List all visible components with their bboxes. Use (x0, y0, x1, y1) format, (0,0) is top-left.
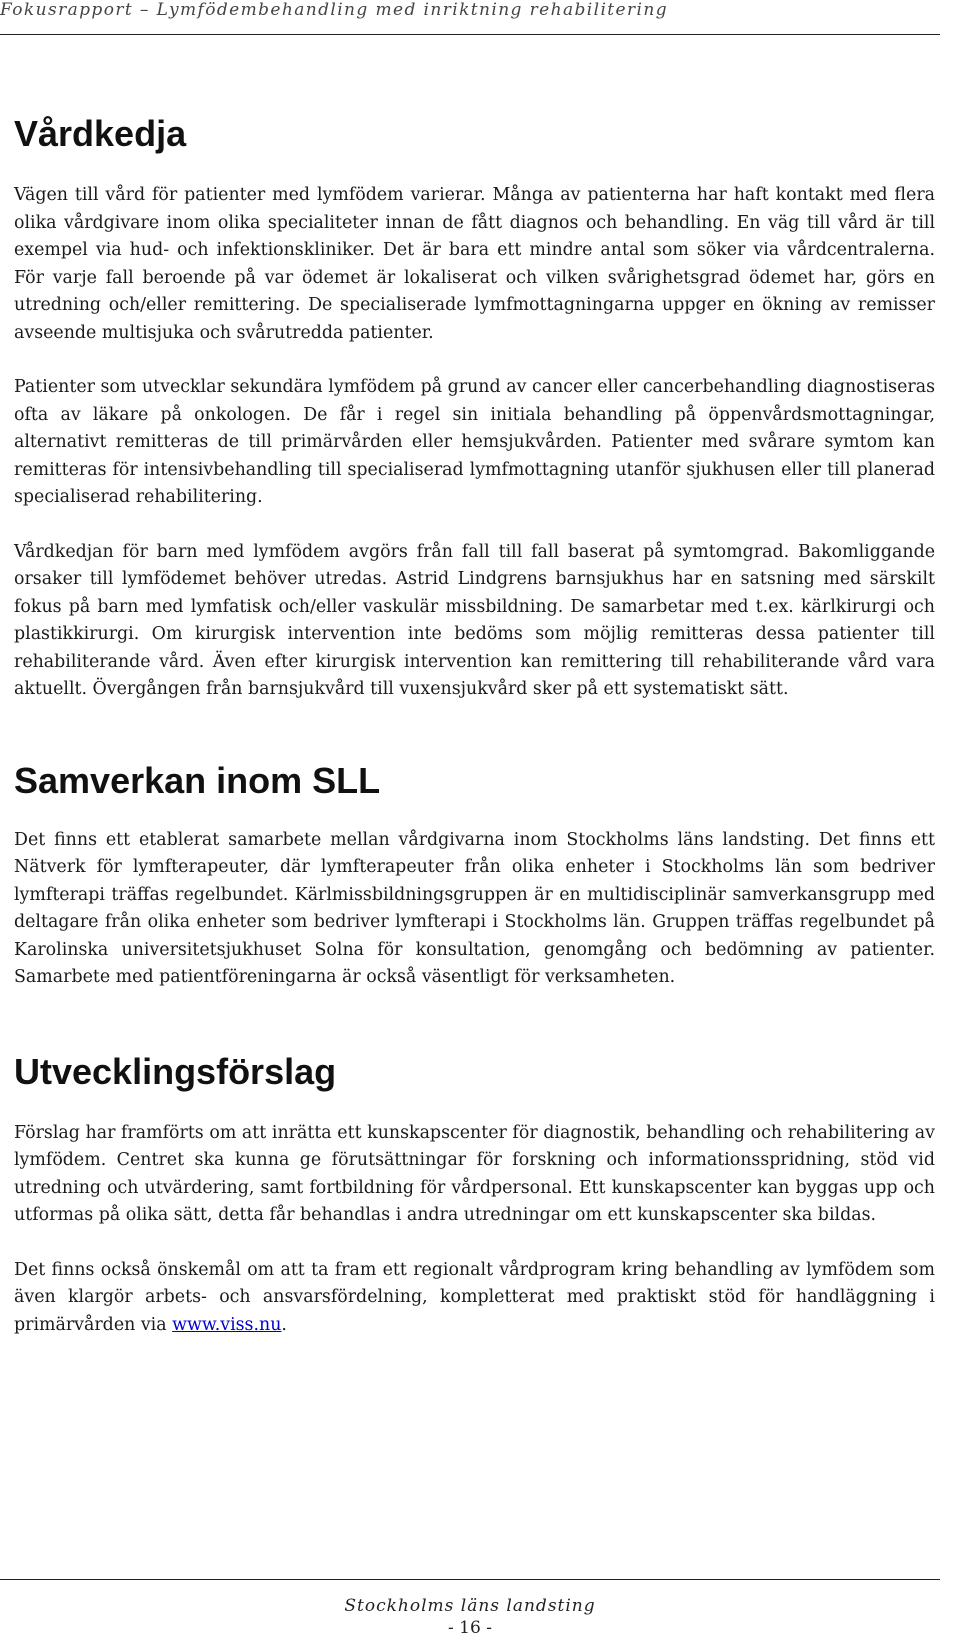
paragraph-with-link (14, 1257, 935, 1340)
paragraph: Patienter som utvecklar sekundära lymfödem på grund av cancer eller cancerbehandling diagnostiseras ofta av läkare på onkologen. De får i regel sin initiala behandling på öppenvårdsmottagningar, alternativt remitteras de till primärvården eller hemsjukvården. Patienter med svårare symtom kan remitteras för intensivbehandling till specialiserad lymfmottagning utanför sjukhusen eller till planerad specialiserad rehabilitering. (14, 377, 935, 507)
section-vardkedja (14, 112, 935, 704)
viss-link[interactable]: www.viss.nu (172, 1314, 282, 1335)
footer-organization: Stockholms läns landsting (344, 1596, 596, 1616)
section-heading: Utvecklingsförslag (14, 1050, 337, 1092)
document-body (14, 112, 935, 1339)
section-heading: Vårdkedja (14, 113, 187, 154)
paragraph: Vårdkedjan för barn med lymfödem avgörs från fall till fall baserat på symtomgrad. Bakomliggande orsaker till lymfödemet behöver utredas. Astrid Lindgrens barnsjukhus har en satsning med särskilt fokus på barn med lymfatisk och/eller vaskulär missbildning. De samarbetar med t.ex. kärlkirurgi och plastikkirurgi. Om kirurgisk intervention inte bedöms som möjlig remitteras dessa patienter till rehabiliterande vård. Även efter kirurgisk intervention kan remittering till rehabiliterande vård vara aktuellt. Övergången från barnsjukvård till vuxensjukvård sker på ett systematiskt sätt. (14, 541, 935, 699)
paragraph: Vägen till vård för patienter med lymfödem varierar. Många av patienterna har haft kontakt med flera olika vårdgivare inom olika specialiteter innan de fått diagnos och behandling. En väg till vård är till exempel via hud- och infektionskliniker. Det är bara ett mindre antal som söker via vårdcentralerna. För varje fall beroende på var ödemet är lokaliserat och vilken svårighetsgrad ödemet har, görs en utredning och/eller remittering. De specialiserade lymfmottagningarna uppger en ökning av remisser avseende multisjuka och svårutredda patienter. (14, 185, 935, 343)
page-number: - 16 - (448, 1618, 492, 1638)
section-samverkan (14, 759, 935, 992)
page-header (0, 0, 940, 35)
paragraph: Det finns ett etablerat samarbete mellan vårdgivarna inom Stockholms läns landsting. Det finns ett Nätverk för lymfterapeuter, där lymfterapeuter från olika enheter i Stockholms län som bedriver lymfterapi träffas regelbundet. Kärlmissbildningsgruppen är en multidisciplinär samverkansgrupp med deltagare från olika enheter som bedriver lymfterapi i Stockholms län. Gruppen träffas regelbundet på Karolinska universitetsjukhuset Solna för konsultation, genomgång och bedömning av patienter. Samarbete med patientföreningarna är också väsentligt för verksamheten. (14, 829, 935, 987)
paragraph-suffix: . (281, 1314, 287, 1335)
page-footer (0, 1579, 940, 1639)
section-utvecklingsforslag (14, 1050, 935, 1340)
paragraph-text: Det finns också önskemål om att ta fram ett regionalt vårdprogram kring behandling av lymfödem som även klargör arbets- och ansvarsfördelning, kompletterat med praktiskt stöd för handläggning i primärvården via (14, 1259, 935, 1335)
running-title: Fokusrapport – Lymfödembehandling med inriktning rehabilitering (0, 0, 668, 20)
section-heading: Samverkan inom SLL (14, 759, 381, 801)
paragraph: Förslag har framförts om att inrätta ett kunskapscenter för diagnostik, behandling och rehabilitering av lymfödem. Centret ska kunna ge förutsättningar för forskning och informationsspridning, stöd vid utredning och utvärdering, samt fortbildning för vårdpersonal. Ett kunskapscenter kan byggas upp och utformas på olika sätt, detta får behandlas i andra utredningar om ett kunskapscenter ska bildas. (14, 1122, 935, 1225)
